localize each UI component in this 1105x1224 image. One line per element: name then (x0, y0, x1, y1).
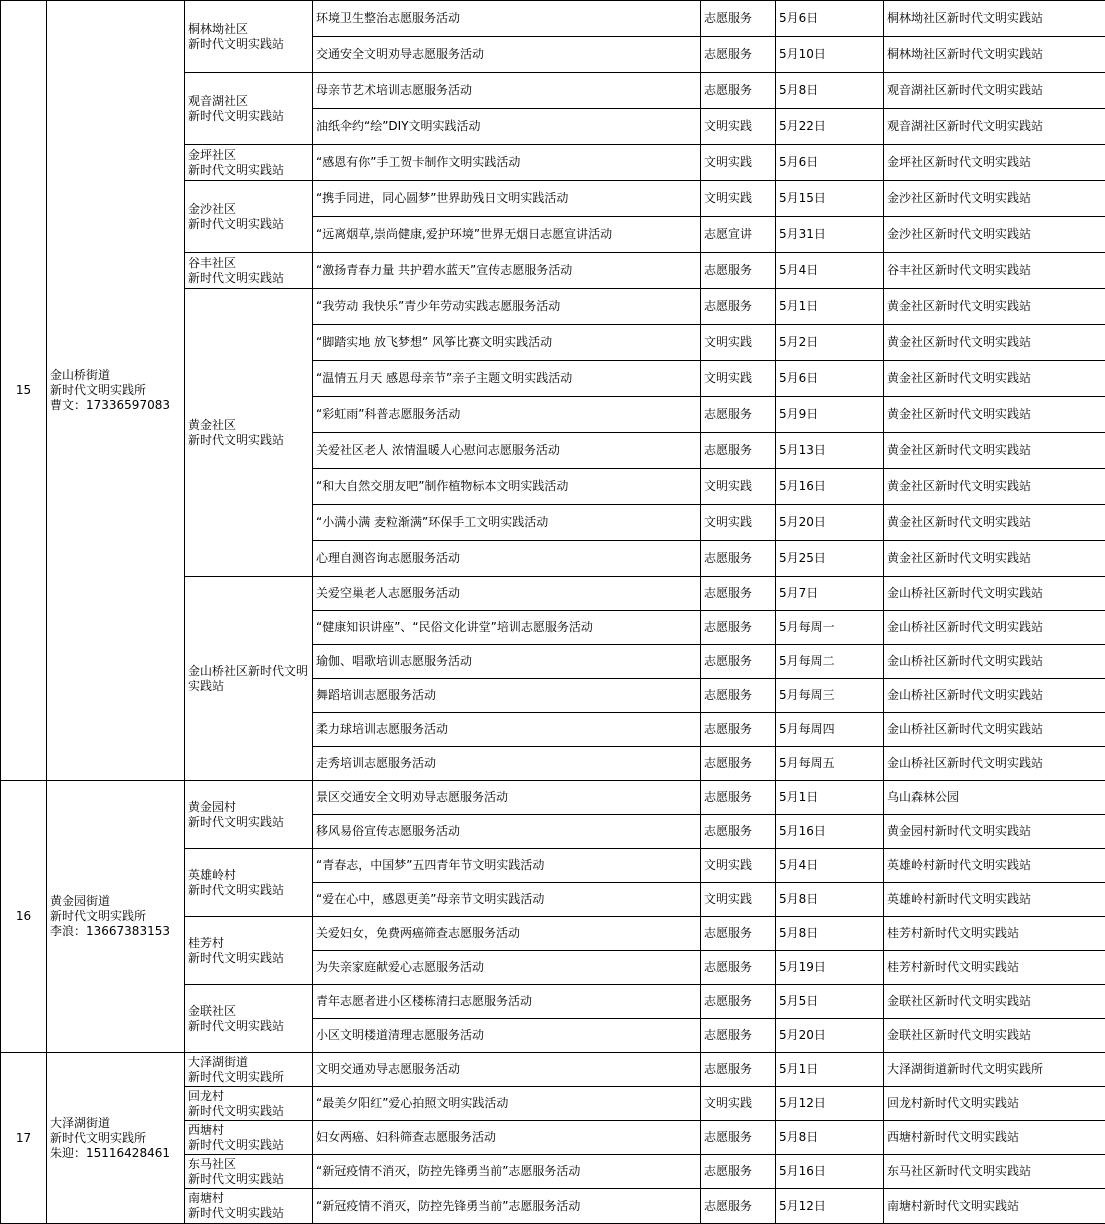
activity-date-cell: 5月2日 (776, 325, 884, 361)
activity-name-cell: “携手同进，同心圆梦”世界助残日文明实践活动 (313, 181, 701, 217)
activity-type-cell: 志愿服务 (701, 713, 776, 747)
activity-type-cell: 文明实践 (701, 181, 776, 217)
activity-date-cell: 5月9日 (776, 397, 884, 433)
activity-name-cell: “感恩有你”手工贺卡制作文明实践活动 (313, 145, 701, 181)
activity-date-cell: 5月8日 (776, 883, 884, 917)
activity-date-cell: 5月5日 (776, 985, 884, 1019)
activity-type-cell: 志愿服务 (701, 815, 776, 849)
activity-venue-cell: 西塘村新时代文明实践站 (884, 1121, 1105, 1155)
activity-type-cell: 志愿服务 (701, 1121, 776, 1155)
activity-date-cell: 5月6日 (776, 145, 884, 181)
activity-type-cell: 文明实践 (701, 469, 776, 505)
activity-venue-cell: 金山桥社区新时代文明实践站 (884, 713, 1105, 747)
activity-venue-cell: 金沙社区新时代文明实践站 (884, 181, 1105, 217)
activity-name-cell: “健康知识讲座”、“民俗文化讲堂”培训志愿服务活动 (313, 611, 701, 645)
table-body (1, 1, 1105, 1224)
activity-date-cell: 5月22日 (776, 109, 884, 145)
activity-type-cell: 志愿服务 (701, 781, 776, 815)
activity-name-cell: 心理自测咨询志愿服务活动 (313, 541, 701, 577)
activity-date-cell: 5月12日 (776, 1189, 884, 1224)
activity-venue-cell: 东马社区新时代文明实践站 (884, 1155, 1105, 1189)
activity-name-cell: 舞蹈培训志愿服务活动 (313, 679, 701, 713)
activity-name-cell: “远离烟草,崇尚健康,爱护环境”世界无烟日志愿宣讲活动 (313, 217, 701, 253)
activity-date-cell: 5月4日 (776, 253, 884, 289)
activity-date-cell: 5月31日 (776, 217, 884, 253)
activity-date-cell: 5月16日 (776, 469, 884, 505)
activity-name-cell: 移风易俗宣传志愿服务活动 (313, 815, 701, 849)
activity-venue-cell: 乌山森林公园 (884, 781, 1105, 815)
activity-venue-cell: 金沙社区新时代文明实践站 (884, 217, 1105, 253)
activity-name-cell: 为失亲家庭献爱心志愿服务活动 (313, 951, 701, 985)
activity-venue-cell: 黄金社区新时代文明实践站 (884, 541, 1105, 577)
table-row (1, 1053, 1105, 1087)
activity-venue-cell: 黄金社区新时代文明实践站 (884, 505, 1105, 541)
practice-station-cell: 黄金园村 新时代文明实践站 (185, 781, 313, 849)
activity-date-cell: 5月6日 (776, 1, 884, 37)
activity-type-cell: 文明实践 (701, 361, 776, 397)
activity-venue-cell: 黄金社区新时代文明实践站 (884, 289, 1105, 325)
activity-venue-cell: 英雄岭村新时代文明实践站 (884, 849, 1105, 883)
activity-name-cell: 油纸伞约“绘”DIY文明实践活动 (313, 109, 701, 145)
practice-station-cell: 金山桥社区新时代文明实践站 (185, 577, 313, 781)
activity-name-cell: 走秀培训志愿服务活动 (313, 747, 701, 781)
practice-station-cell: 金联社区 新时代文明实践站 (185, 985, 313, 1053)
activity-venue-cell: 黄金社区新时代文明实践站 (884, 361, 1105, 397)
activity-date-cell: 5月1日 (776, 1053, 884, 1087)
activity-date-cell: 5月每周三 (776, 679, 884, 713)
activity-date-cell: 5月1日 (776, 289, 884, 325)
activity-type-cell: 文明实践 (701, 1087, 776, 1121)
activity-name-cell: “和大自然交朋友吧”制作植物标本文明实践活动 (313, 469, 701, 505)
activity-venue-cell: 黄金社区新时代文明实践站 (884, 433, 1105, 469)
activity-name-cell: 妇女两癌、妇科筛查志愿服务活动 (313, 1121, 701, 1155)
activity-name-cell: 关爱社区老人 浓情温暖人心慰问志愿服务活动 (313, 433, 701, 469)
activity-type-cell: 志愿服务 (701, 289, 776, 325)
activity-type-cell: 志愿服务 (701, 577, 776, 611)
table-row (1, 1, 1105, 37)
practice-office-cell: 大泽湖街道 新时代文明实践所 朱迎：15116428461 (47, 1053, 185, 1224)
practice-station-cell: 谷丰社区 新时代文明实践站 (185, 253, 313, 289)
activity-venue-cell: 金坪社区新时代文明实践站 (884, 145, 1105, 181)
practice-station-cell: 大泽湖街道 新时代文明实践所 (185, 1053, 313, 1087)
activity-type-cell: 志愿服务 (701, 611, 776, 645)
activity-venue-cell: 桂芳村新时代文明实践站 (884, 951, 1105, 985)
activity-name-cell: 关爱妇女，免费两癌筛查志愿服务活动 (313, 917, 701, 951)
activity-date-cell: 5月4日 (776, 849, 884, 883)
activity-venue-cell: 金联社区新时代文明实践站 (884, 985, 1105, 1019)
table-row (1, 781, 1105, 815)
activity-date-cell: 5月8日 (776, 1121, 884, 1155)
activity-venue-cell: 回龙村新时代文明实践站 (884, 1087, 1105, 1121)
group-number: 17 (1, 1053, 47, 1224)
activity-venue-cell: 观音湖社区新时代文明实践站 (884, 73, 1105, 109)
activity-type-cell: 文明实践 (701, 325, 776, 361)
activity-date-cell: 5月7日 (776, 577, 884, 611)
activity-name-cell: “新冠疫情不消灭，防控先锋勇当前”志愿服务活动 (313, 1189, 701, 1224)
practice-station-cell: 英雄岭村 新时代文明实践站 (185, 849, 313, 917)
activity-name-cell: “小满小满 麦粒渐满”环保手工文明实践活动 (313, 505, 701, 541)
activity-venue-cell: 金山桥社区新时代文明实践站 (884, 611, 1105, 645)
activity-date-cell: 5月6日 (776, 361, 884, 397)
activity-type-cell: 志愿服务 (701, 747, 776, 781)
activity-venue-cell: 金山桥社区新时代文明实践站 (884, 645, 1105, 679)
activity-date-cell: 5月每周五 (776, 747, 884, 781)
practice-station-cell: 西塘村 新时代文明实践站 (185, 1121, 313, 1155)
activity-venue-cell: 金山桥社区新时代文明实践站 (884, 577, 1105, 611)
activity-date-cell: 5月8日 (776, 917, 884, 951)
activity-name-cell: “爱在心中，感恩更美”母亲节文明实践活动 (313, 883, 701, 917)
activity-venue-cell: 南塘村新时代文明实践站 (884, 1189, 1105, 1224)
practice-station-cell: 东马社区 新时代文明实践站 (185, 1155, 313, 1189)
activity-venue-cell: 金山桥社区新时代文明实践站 (884, 679, 1105, 713)
activity-name-cell: 环境卫生整治志愿服务活动 (313, 1, 701, 37)
activity-venue-cell: 桐林坳社区新时代文明实践站 (884, 37, 1105, 73)
activity-venue-cell: 黄金社区新时代文明实践站 (884, 325, 1105, 361)
activity-date-cell: 5月15日 (776, 181, 884, 217)
activity-date-cell: 5月每周四 (776, 713, 884, 747)
activity-name-cell: “我劳动 我快乐”青少年劳动实践志愿服务活动 (313, 289, 701, 325)
activity-date-cell: 5月8日 (776, 73, 884, 109)
activity-name-cell: “最美夕阳红”爱心拍照文明实践活动 (313, 1087, 701, 1121)
activity-name-cell: 关爱空巢老人志愿服务活动 (313, 577, 701, 611)
activity-type-cell: 文明实践 (701, 883, 776, 917)
activity-date-cell: 5月16日 (776, 1155, 884, 1189)
activity-type-cell: 志愿服务 (701, 679, 776, 713)
activity-name-cell: “彩虹雨”科普志愿服务活动 (313, 397, 701, 433)
activity-venue-cell: 桂芳村新时代文明实践站 (884, 917, 1105, 951)
activity-type-cell: 文明实践 (701, 109, 776, 145)
practice-office-cell: 金山桥街道 新时代文明实践所 曹文：17336597083 (47, 1, 185, 781)
activity-date-cell: 5月每周一 (776, 611, 884, 645)
activity-date-cell: 5月25日 (776, 541, 884, 577)
activity-type-cell: 志愿服务 (701, 397, 776, 433)
activity-type-cell: 志愿服务 (701, 645, 776, 679)
activity-date-cell: 5月20日 (776, 505, 884, 541)
activity-date-cell: 5月12日 (776, 1087, 884, 1121)
activity-date-cell: 5月20日 (776, 1019, 884, 1053)
activity-type-cell: 志愿服务 (701, 253, 776, 289)
activity-date-cell: 5月每周二 (776, 645, 884, 679)
activity-type-cell: 志愿服务 (701, 73, 776, 109)
activity-name-cell: “新冠疫情不消灭，防控先锋勇当前”志愿服务活动 (313, 1155, 701, 1189)
activity-type-cell: 志愿服务 (701, 917, 776, 951)
activity-type-cell: 志愿服务 (701, 1155, 776, 1189)
practice-station-cell: 金沙社区 新时代文明实践站 (185, 181, 313, 253)
activity-venue-cell: 金联社区新时代文明实践站 (884, 1019, 1105, 1053)
activity-date-cell: 5月13日 (776, 433, 884, 469)
activity-venue-cell: 观音湖社区新时代文明实践站 (884, 109, 1105, 145)
activity-venue-cell: 黄金园村新时代文明实践站 (884, 815, 1105, 849)
activity-date-cell: 5月1日 (776, 781, 884, 815)
activity-venue-cell: 黄金社区新时代文明实践站 (884, 397, 1105, 433)
practice-station-cell: 南塘村 新时代文明实践站 (185, 1189, 313, 1224)
activity-venue-cell: 大泽湖街道新时代文明实践所 (884, 1053, 1105, 1087)
practice-office-cell: 黄金园街道 新时代文明实践所 李浪：13667383153 (47, 781, 185, 1053)
group-number: 15 (1, 1, 47, 781)
activity-name-cell: 瑜伽、唱歌培训志愿服务活动 (313, 645, 701, 679)
activity-type-cell: 志愿服务 (701, 1189, 776, 1224)
activity-name-cell: 小区文明楼道清理志愿服务活动 (313, 1019, 701, 1053)
activity-type-cell: 文明实践 (701, 145, 776, 181)
activity-type-cell: 志愿服务 (701, 541, 776, 577)
activity-type-cell: 志愿服务 (701, 985, 776, 1019)
activity-date-cell: 5月16日 (776, 815, 884, 849)
activity-venue-cell: 英雄岭村新时代文明实践站 (884, 883, 1105, 917)
activity-name-cell: “青春志，中国梦”五四青年节文明实践活动 (313, 849, 701, 883)
activity-venue-cell: 谷丰社区新时代文明实践站 (884, 253, 1105, 289)
activity-type-cell: 志愿服务 (701, 1, 776, 37)
activity-venue-cell: 金山桥社区新时代文明实践站 (884, 747, 1105, 781)
activity-name-cell: “激扬青春力量 共护碧水蓝天”宣传志愿服务活动 (313, 253, 701, 289)
activity-date-cell: 5月19日 (776, 951, 884, 985)
activity-name-cell: 母亲节艺术培训志愿服务活动 (313, 73, 701, 109)
activity-name-cell: 交通安全文明劝导志愿服务活动 (313, 37, 701, 73)
activity-name-cell: “脚踏实地 放飞梦想” 风筝比赛文明实践活动 (313, 325, 701, 361)
activity-type-cell: 文明实践 (701, 505, 776, 541)
activity-date-cell: 5月10日 (776, 37, 884, 73)
activity-type-cell: 文明实践 (701, 849, 776, 883)
group-number: 16 (1, 781, 47, 1053)
practice-station-cell: 黄金社区 新时代文明实践站 (185, 289, 313, 577)
practice-station-cell: 回龙村 新时代文明实践站 (185, 1087, 313, 1121)
practice-station-cell: 观音湖社区 新时代文明实践站 (185, 73, 313, 145)
activity-type-cell: 志愿服务 (701, 37, 776, 73)
practice-station-cell: 金坪社区 新时代文明实践站 (185, 145, 313, 181)
activity-name-cell: 青年志愿者进小区楼栋清扫志愿服务活动 (313, 985, 701, 1019)
activity-name-cell: 景区交通安全文明劝导志愿服务活动 (313, 781, 701, 815)
activity-type-cell: 志愿服务 (701, 1053, 776, 1087)
activity-type-cell: 志愿服务 (701, 951, 776, 985)
practice-station-cell: 桐林坳社区 新时代文明实践站 (185, 1, 313, 73)
practice-station-cell: 桂芳村 新时代文明实践站 (185, 917, 313, 985)
activity-name-cell: 柔力球培训志愿服务活动 (313, 713, 701, 747)
activity-type-cell: 志愿服务 (701, 433, 776, 469)
activity-type-cell: 志愿宣讲 (701, 217, 776, 253)
activity-venue-cell: 桐林坳社区新时代文明实践站 (884, 1, 1105, 37)
activity-type-cell: 志愿服务 (701, 1019, 776, 1053)
activity-name-cell: “温情五月天 感恩母亲节”亲子主题文明实践活动 (313, 361, 701, 397)
activity-venue-cell: 黄金社区新时代文明实践站 (884, 469, 1105, 505)
activity-name-cell: 文明交通劝导志愿服务活动 (313, 1053, 701, 1087)
